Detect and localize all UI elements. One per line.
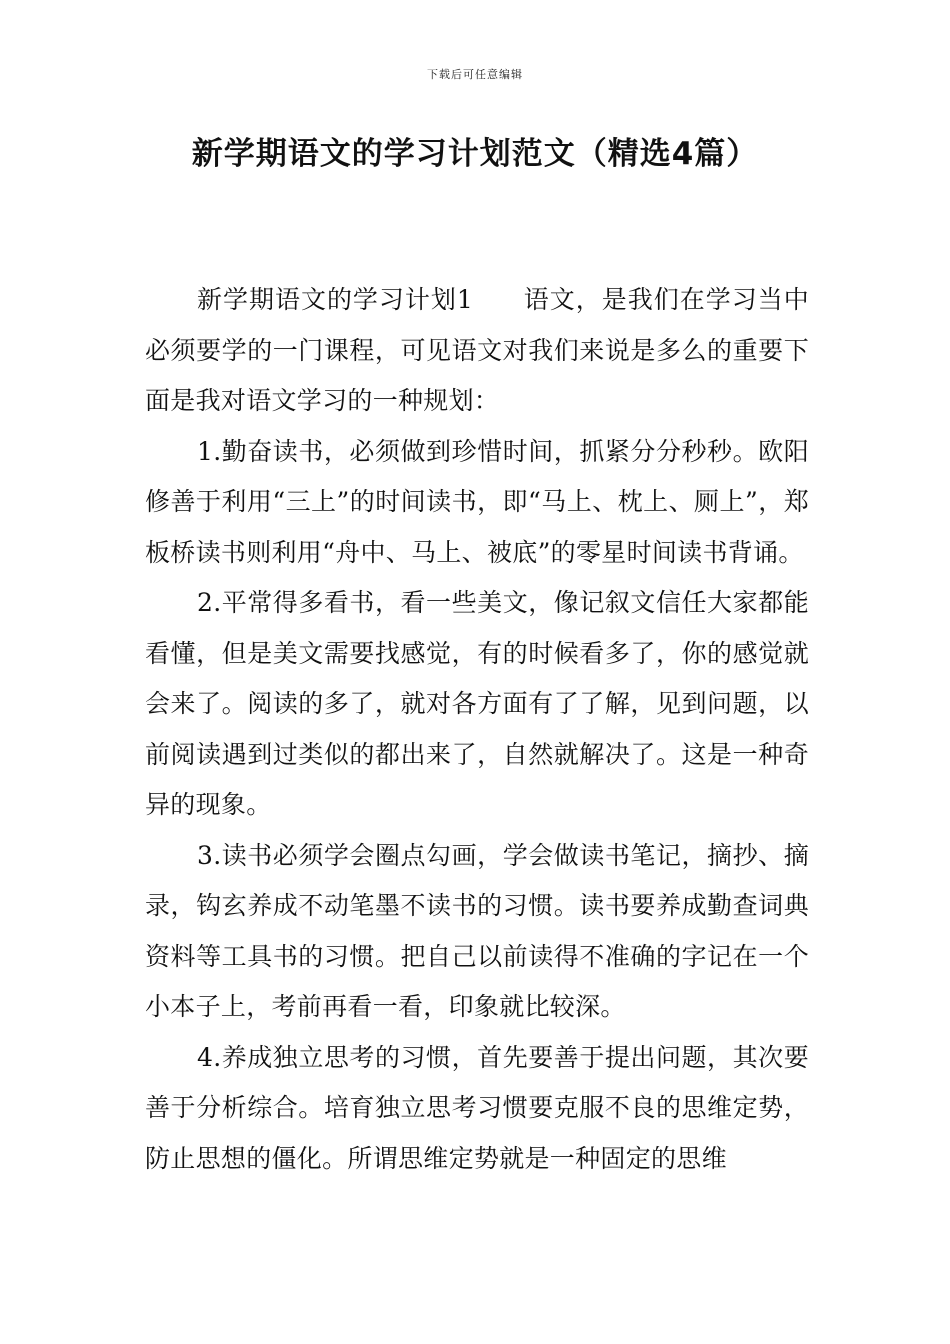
intro-text: 语文，是我们在学习当中必须要学的一门课程，可见语文对我们来说是多么的重要下面是我对语文学习的一种规划： <box>145 285 809 415</box>
paragraph-4: 4.养成独立思考的习惯，首先要善于提出问题，其次要善于分析综合。培育独立思考习惯要克服不良的思维定势，防止思想的僵化。所谓思维定势就是一种固定的思维 <box>145 1042 809 1173</box>
document-body <box>145 275 809 1184</box>
intro-paragraph <box>145 275 809 427</box>
paragraph-3: 3.读书必须学会圈点勾画，学会做读书笔记，摘抄、摘录，钩玄养成不动笔墨不读书的习惯。读书要养成勤查词典资料等工具书的习惯。把自己以前读得不准确的字记在一个小本子上，考前再看一看，印象就比较深。 <box>145 840 809 1021</box>
intro-heading: 新学期语文的学习计划1 <box>197 285 474 314</box>
header-note: 下载后可任意编辑 <box>427 68 523 81</box>
document-title: 新学期语文的学习计划范文（精选4篇） <box>191 136 759 172</box>
paragraph-2: 2.平常得多看书，看一些美文，像记叙文信任大家都能看懂，但是美文需要找感觉，有的时候看多了，你的感觉就会来了。阅读的多了，就对各方面有了了解，见到问题，以前阅读遇到过类似的都出来了，自然就解决了。这是一种奇异的现象。 <box>145 588 809 819</box>
paragraph-1: 1.勤奋读书，必须做到珍惜时间，抓紧分分秒秒。欧阳修善于利用“三上”的时间读书，即“马上、枕上、厕上”，郑板桥读书则利用“舟中、马上、被底”的零星时间读书背诵。 <box>145 436 809 567</box>
